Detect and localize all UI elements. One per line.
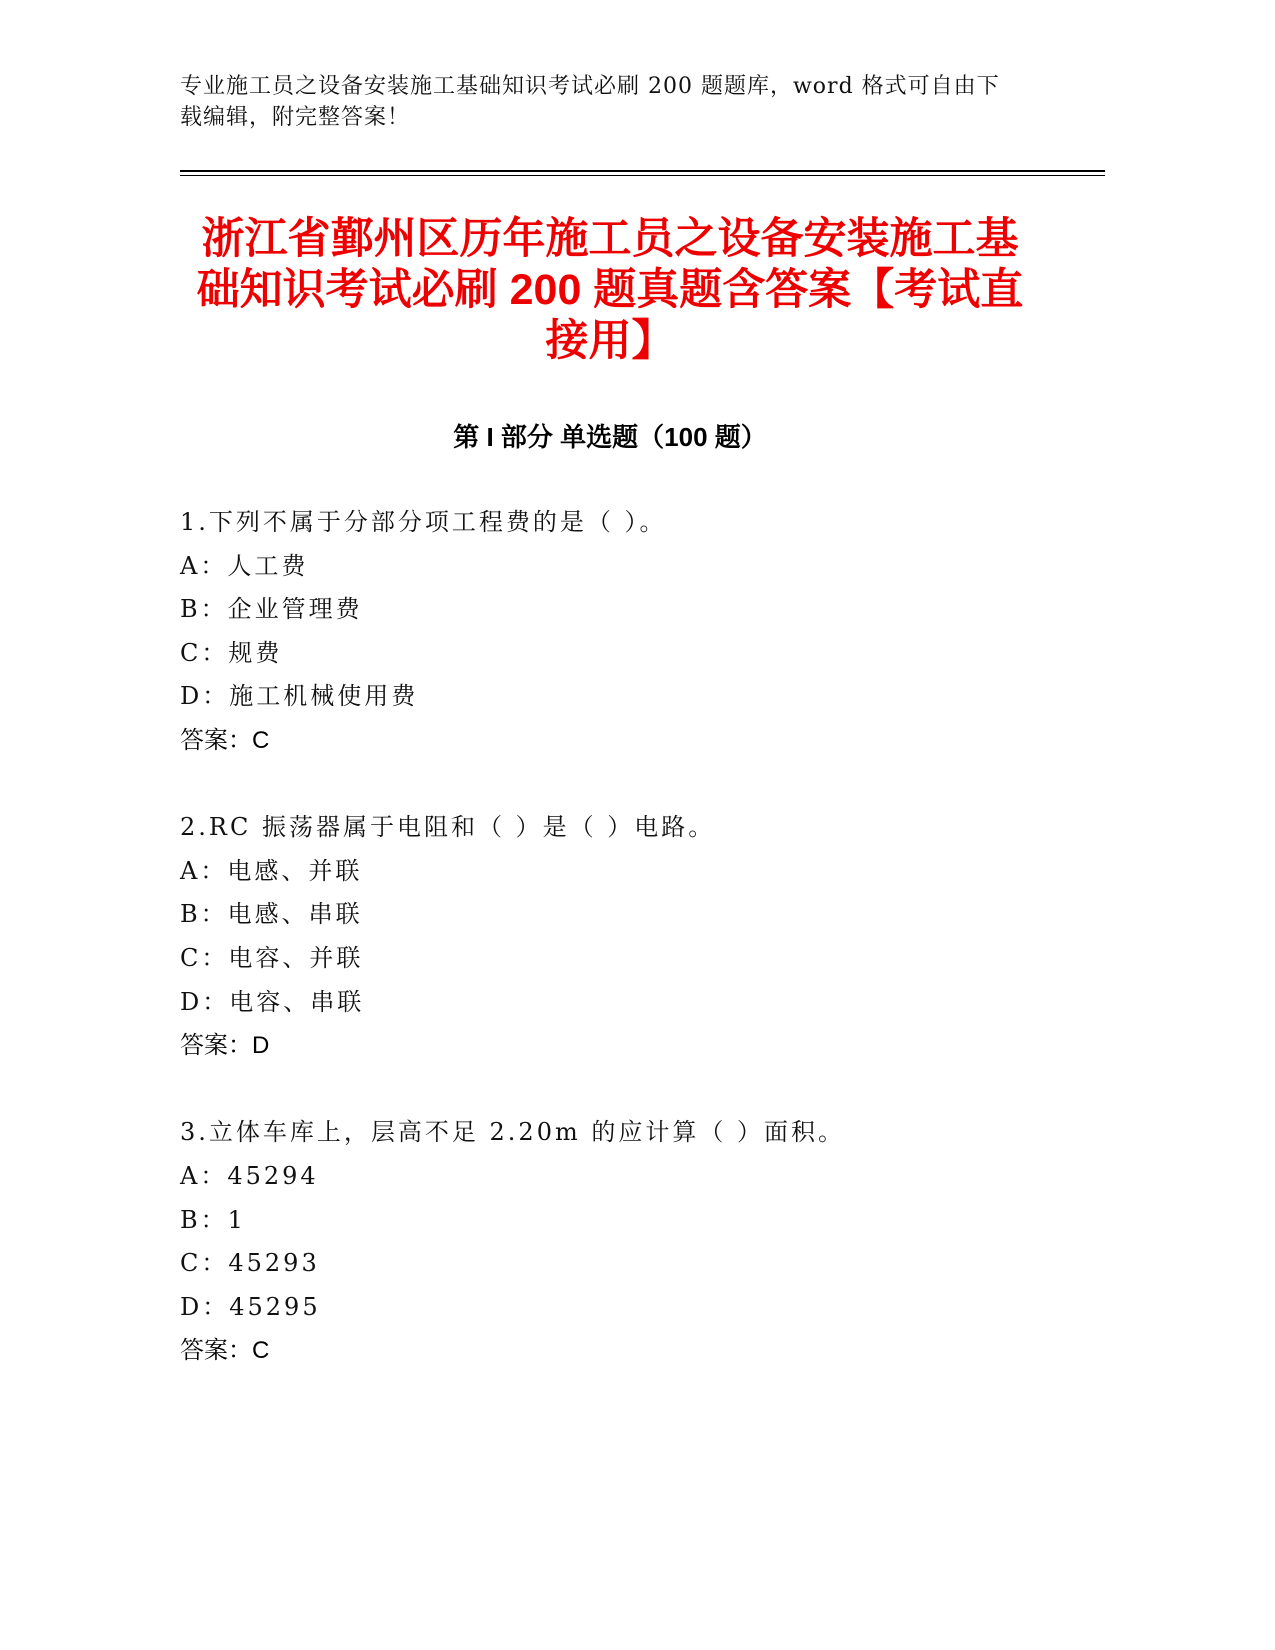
option-c: C：规费 <box>180 638 283 667</box>
option-c: C：45293 <box>180 1249 320 1278</box>
question-block-2 <box>180 806 1100 1068</box>
section-heading: 第 I 部分 单选题（100 题） <box>453 422 767 452</box>
question-stem: 3.立体车库上，层高不足 2.20m 的应计算（ ）面积。 <box>180 1118 845 1147</box>
question-stem: 2.RC 振荡器属于电阻和（ ）是（ ）电路。 <box>180 813 716 842</box>
option-a: A：人工费 <box>180 551 309 580</box>
question-block-3 <box>180 1111 1100 1373</box>
header-rule-thick <box>180 170 1105 172</box>
option-b: B：电感、串联 <box>180 900 363 929</box>
question-stem: 1.下列不属于分部分项工程费的是（ ）。 <box>180 508 667 536</box>
option-a: A：电感、并联 <box>180 856 363 885</box>
question-list <box>180 501 1100 1416</box>
option-b: B：企业管理费 <box>180 595 363 624</box>
option-b: B：1 <box>180 1205 246 1234</box>
answer-line: 答案：D <box>180 1032 270 1060</box>
option-d: D：45295 <box>180 1292 321 1321</box>
answer-line: 答案：C <box>180 1337 270 1365</box>
document-title: 浙江省鄞州区历年施工员之设备安装施工基础知识考试必刷 200 题真题含答案【考试直接用】 <box>196 215 1024 365</box>
header-rule-thin <box>180 175 1105 176</box>
question-block-1 <box>180 501 1100 763</box>
option-d: D：电容、串联 <box>180 987 365 1016</box>
option-d: D：施工机械使用费 <box>180 682 419 711</box>
answer-line: 答案：C <box>180 726 270 754</box>
header-double-rule <box>180 170 1105 178</box>
page-header-note: 专业施工员之设备安装施工基础知识考试必刷 200 题题库，word 格式可自由下载编辑，附完整答案！ <box>180 74 1000 130</box>
option-c: C：电容、并联 <box>180 943 364 972</box>
option-a: A：45294 <box>180 1161 319 1190</box>
